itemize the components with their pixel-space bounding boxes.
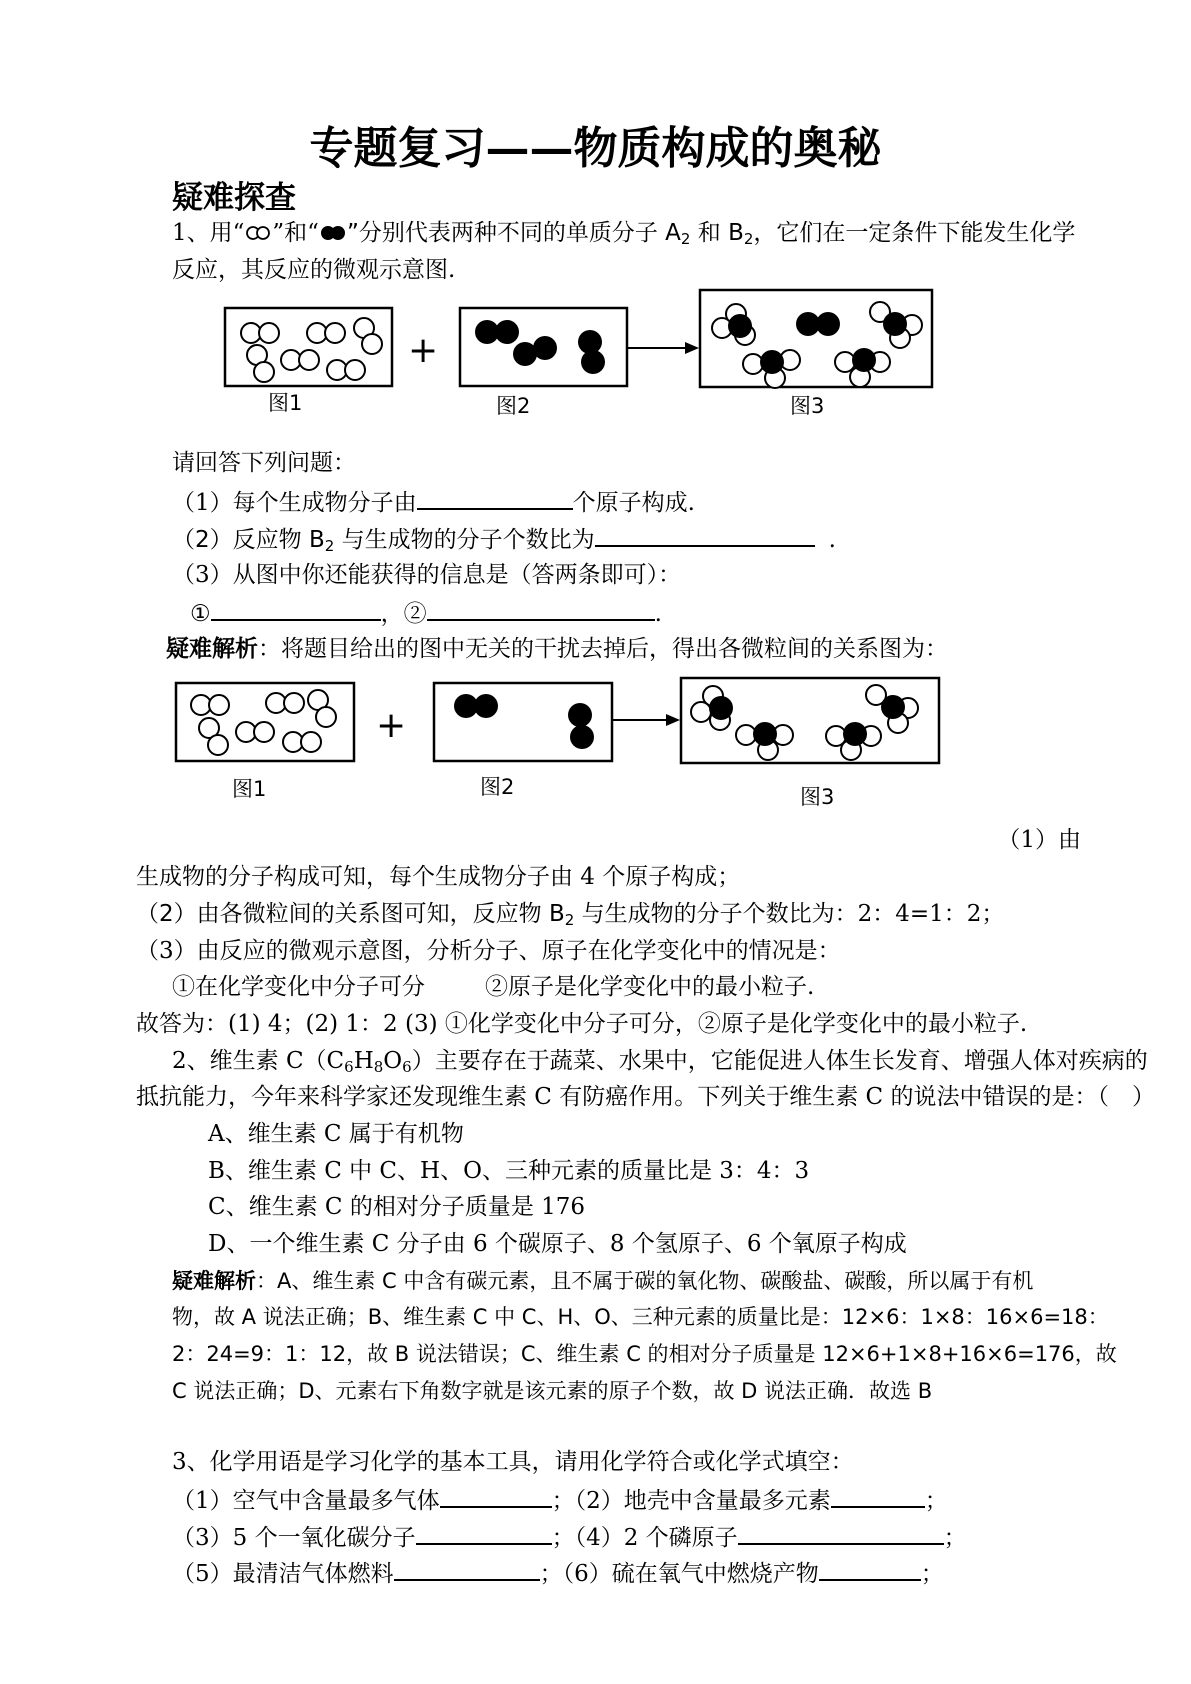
plus-sign: + — [408, 330, 439, 371]
answer-blank-q3-6[interactable] — [819, 1557, 921, 1581]
section-heading: 疑难探查 — [172, 180, 296, 216]
caption-fig3: 图3 — [790, 394, 825, 418]
q1-sub3-answers: ① ，② . — [190, 597, 662, 629]
q3-row1: （1）空气中含量最多气体 ；（2）地壳中含量最多元素 ； — [172, 1484, 948, 1516]
q3-row2: （3）5 个一氧化碳分子 ；（4）2 个磷原子 ； — [172, 1521, 967, 1553]
answer-blank-3b[interactable] — [427, 597, 655, 621]
q1-line2: 反应，其反应的微观示意图. — [172, 257, 456, 283]
answer-line-1: 生成物的分子构成可知，每个生成物分子由 4 个原子构成； — [136, 864, 741, 890]
caption-fig2: 图2 — [496, 394, 531, 418]
white-molecule-icon — [244, 225, 272, 241]
answer-blank-q3-2[interactable] — [831, 1484, 925, 1508]
q1-line1: 1、用“ ”和“ ”分别代表两种不同的单质分子 $A_2$ 和 $B_2$，它们在一定条件下能发生化学 — [172, 220, 1076, 248]
answer-line-2: （2）由各微粒间的关系图可知，反应物 $B_2$ 与生成物的分子个数比为：2：4=1：2； — [136, 901, 1005, 929]
answer-line-5: 故答为：(1) 4；(2) 1：2 (3) ①化学变化中分子可分，②原子是化学变化中的最小粒子. — [136, 1011, 1028, 1037]
q2-line2: 抵抗能力，今年来科学家还发现维生素 C 有防癌作用。下列关于维生素 C 的说法中错误的是：（ ） — [136, 1084, 1155, 1110]
caption-fig3: 图3 — [800, 785, 835, 809]
q1-analysis: 疑难解析：将题目给出的图中无关的干扰去掉后，得出各微粒间的关系图为： — [166, 636, 948, 662]
q2-analysis-line1: 疑难解析：A、维生素 C 中含有碳元素，且不属于碳的氧化物、碳酸盐、碳酸，所以属于有机 — [172, 1269, 1034, 1293]
answer-blank-3a[interactable] — [211, 597, 381, 621]
caption-fig1: 图1 — [232, 777, 267, 801]
answer-blank-1[interactable] — [417, 486, 573, 510]
answer-line-4: ①在化学变化中分子可分 ②原子是化学变化中的最小粒子. — [172, 974, 815, 1000]
reaction-figure-1 — [200, 290, 980, 440]
q1-sub3: （3）从图中你还能获得的信息是（答两条即可）： — [172, 562, 682, 588]
q2-option-b: B、维生素 C 中 C、H、O、三种元素的质量比是 3：4：3 — [208, 1158, 810, 1184]
answer-line-3: （3）由反应的微观示意图，分析分子、原子在化学变化中的情况是： — [136, 938, 841, 964]
answer-blank-2[interactable] — [595, 523, 815, 547]
answer-blank-q3-3[interactable] — [416, 1521, 552, 1545]
answer-blank-q3-4[interactable] — [738, 1521, 944, 1545]
answer-line-right: （1）由 — [997, 827, 1081, 853]
q1-sub1: （1）每个生成物分子由 个原子构成. — [172, 486, 695, 518]
plus-sign: + — [376, 705, 407, 746]
q3-row3: （5）最清洁气体燃料 ；（6）硫在氧气中燃烧产物 ； — [172, 1557, 944, 1589]
q2-analysis-line2: 物，故 A 说法正确；B、维生素 C 中 C、H、O、三种元素的质量比是：12×6：1×8：16×6=18： — [172, 1305, 1109, 1329]
q1-prompt: 请回答下列问题： — [172, 450, 356, 476]
q1-sub2: （2）反应物 $B_2$ 与生成物的分子个数比为 . — [172, 523, 836, 555]
answer-blank-q3-1[interactable] — [440, 1484, 552, 1508]
caption-fig2: 图2 — [480, 775, 515, 799]
q3-line1: 3、化学用语是学习化学的基本工具，请用化学符合或化学式填空： — [172, 1449, 854, 1475]
q2-analysis-line3: 2：24=9：1：12，故 B 说法错误；C、维生素 C 的相对分子质量是 12×6+1×8+16×6=176，故 — [172, 1342, 1117, 1366]
q2-analysis-line4: C 说法正确；D、元素右下角数字就是该元素的原子个数，故 D 说法正确．故选 B — [172, 1379, 933, 1403]
reaction-figure-2 — [168, 670, 988, 820]
caption-fig1: 图1 — [268, 391, 303, 415]
answer-blank-q3-5[interactable] — [394, 1557, 540, 1581]
q2-option-a: A、维生素 C 属于有机物 — [208, 1121, 464, 1147]
q2-option-c: C、维生素 C 的相对分子质量是 176 — [208, 1194, 586, 1220]
q2-option-d: D、一个维生素 C 分子由 6 个碳原子、8 个氢原子、6 个氧原子构成 — [208, 1231, 907, 1257]
q2-line1: 2、维生素 $C(C_6H_8O_6)$主要存在于蔬菜、水果中，它能促进人体生长发育、增强人体对疾病的 — [172, 1048, 1148, 1076]
black-molecule-icon — [319, 225, 347, 241]
page-title: 专题复习——物质构成的奥秘 — [309, 123, 882, 174]
